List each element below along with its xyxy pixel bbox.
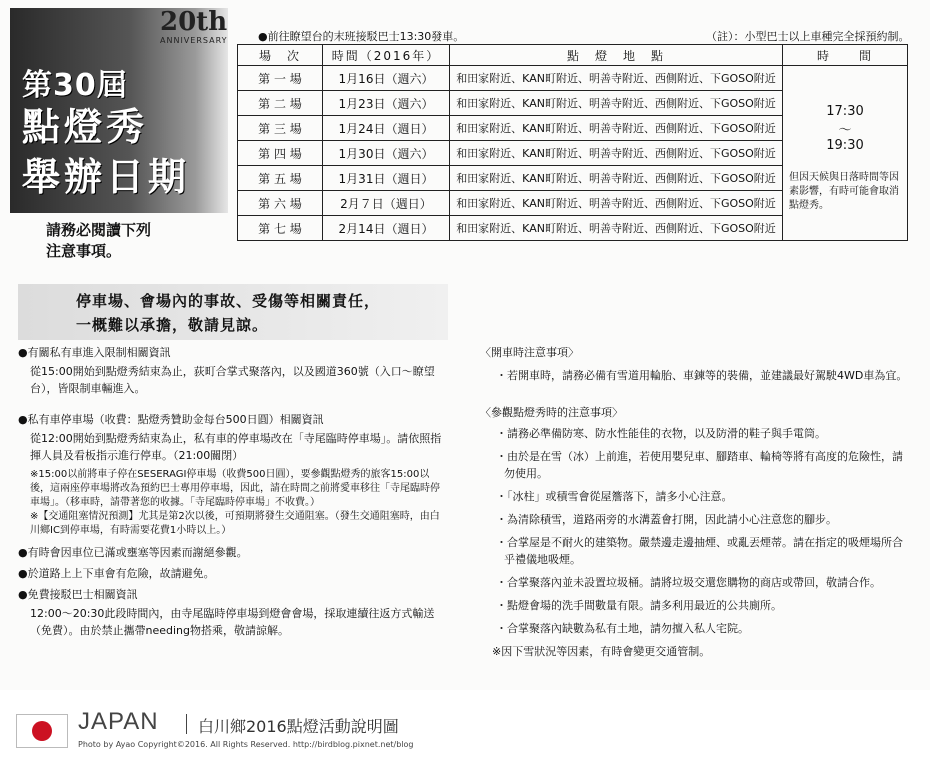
- session-cell: 第 五 場: [238, 166, 323, 191]
- time-start: 17:30: [826, 104, 864, 119]
- cancellation-note: 但因天候與日落時間等因素影響，有時可能會取消點燈秀。: [789, 172, 899, 211]
- liability-line-1: 停車場、會場內的事故、受傷等相關責任，: [76, 292, 381, 310]
- japan-flag-icon: [16, 714, 68, 748]
- last-bus-note: ●前往瞭望台的末班接駁巴士13:30發車。: [258, 30, 465, 43]
- session-cell: 第 一 場: [238, 66, 323, 91]
- parking-info-text: 從12:00開始到點燈秀結束為止，私有車的停車場改在「寺尾臨時停車場」。請依照指揮人員及看板指示進行停車。（21:00關閉）: [30, 432, 442, 462]
- location-cell: 和田家附近、KAN町附近、明善寺附近、西側附近、下GOSO附近: [450, 91, 783, 116]
- photo-credit: Photo by Ayao Copyright©2016. All Rights Reserved. http://birdblog.pixnet.net/blog: [78, 740, 414, 749]
- time-end: 19:30: [826, 138, 864, 153]
- liability-banner: [18, 284, 448, 340]
- road-drop-off-note: ●於道路上上下車會有危險，故請避免。: [18, 567, 215, 580]
- session-cell: 第 七 場: [238, 216, 323, 241]
- list-item: ・為清除積雪，道路兩旁的水溝蓋會打開，因此請小心注意您的腳步。: [496, 513, 837, 526]
- date-cell: 1月23日（週六）: [323, 91, 450, 116]
- list-item: ・合掌聚落內並未設置垃圾桶。請將垃圾交還您購物的商店或帶回，敬請合作。: [496, 576, 881, 589]
- full-parking-note: ●有時會因車位已滿或壅塞等因素而謝絕參觀。: [18, 546, 248, 559]
- footer-bar: [0, 700, 930, 765]
- title-line-1: 點燈秀: [22, 105, 149, 149]
- list-item: ・合掌屋是不耐火的建築物。嚴禁邊走邊抽煙、或亂丟煙蒂。請在指定的吸煙場所合乎禮儀地吸煙。: [496, 536, 903, 566]
- header-location: 點 燈 地 點: [450, 45, 783, 66]
- location-cell: 和田家附近、KAN町附近、明善寺附近、西側附近、下GOSO附近: [450, 141, 783, 166]
- header-session: 場 次: [238, 45, 323, 66]
- session-cell: 第 六 場: [238, 191, 323, 216]
- location-cell: 和田家附近、KAN町附近、明善寺附近、西側附近、下GOSO附近: [450, 116, 783, 141]
- footer-title: 白川鄉2016點燈活動說明圖: [198, 717, 399, 736]
- list-item: ・點燈會場的洗手間數量有限。請多利用最近的公共廁所。: [496, 599, 782, 612]
- seseragi-parking-note: ※15:00以前將車子停在SESERAGI停車場（收費500日圓），要參觀點燈秀的旅客15:00以後，這兩座停車場將改為預約巴士專用停車場，因此，請在時間之前將愛車移往「寺尾臨時停車場」。（移車時，請帶著您的收據。「寺尾臨時停車場」不收費。）: [30, 469, 440, 508]
- date-cell: 1月30日（週六）: [323, 141, 450, 166]
- parking-info-heading: ●私有車停車場（收費：點燈秀贊助金每台500日圓）相關資訊: [18, 413, 324, 426]
- read-notice: [46, 220, 151, 262]
- time-separator: 〜: [838, 123, 852, 138]
- edition-label: 第30屆: [22, 68, 128, 103]
- time-cell: [783, 66, 908, 241]
- driving-notes-heading: 〈開車時注意事項〉: [480, 346, 579, 359]
- session-cell: 第 四 場: [238, 141, 323, 166]
- date-cell: 1月31日（週日）: [323, 166, 450, 191]
- title-line-2: 舉辦日期: [22, 155, 191, 199]
- driving-note: ・若開車時，請務必備有雪道用輪胎、車鍊等的裝備，並建議最好駕駛4WD車為宜。: [496, 369, 908, 382]
- table-row: [238, 66, 908, 91]
- shuttle-bus-text: 12:00〜20:30此段時間內，由寺尾臨時停車場到燈會會場，採取連續往返方式輸送（免費）。由於禁止攜帶needing物搭乘，敬請諒解。: [30, 607, 435, 637]
- location-cell: 和田家附近、KAN町附近、明善寺附近、西側附近、下GOSO附近: [450, 216, 783, 241]
- date-cell: 1月16日（週六）: [323, 66, 450, 91]
- list-item: ・請務必準備防寒、防水性能佳的衣物，以及防滑的鞋子與手電筒。: [496, 427, 826, 440]
- date-cell: 2月14日（週日）: [323, 216, 450, 241]
- schedule-table: [237, 44, 908, 241]
- read-notice-line-1: 請務必閱讀下列: [46, 221, 152, 239]
- header-date: 時間（2016年）: [323, 45, 450, 66]
- country-label: JAPAN: [78, 708, 159, 735]
- location-cell: 和田家附近、KAN町附近、明善寺附近、西側附近、下GOSO附近: [450, 191, 783, 216]
- right-column: [480, 344, 912, 660]
- location-cell: 和田家附近、KAN町附近、明善寺附近、西側附近、下GOSO附近: [450, 166, 783, 191]
- anniversary-number: 20th: [160, 7, 228, 37]
- list-item: ・由於是在雪（冰）上前進，若使用嬰兒車、腳踏車、輪椅等將有高度的危險性，請勿使用。: [496, 450, 903, 480]
- anniversary-label: ANNIVERSARY: [160, 36, 228, 45]
- anniversary-logo: [160, 7, 228, 45]
- session-cell: 第 三 場: [238, 116, 323, 141]
- viewing-notes-heading: 〈參觀點燈秀時的注意事項〉: [480, 406, 623, 419]
- date-cell: 1月24日（週日）: [323, 116, 450, 141]
- reservation-note: （註）：小型巴士以上車種完全採預約制。: [706, 30, 910, 43]
- liability-line-2: 一概難以承擔，敬請見諒。: [76, 316, 269, 334]
- shuttle-bus-heading: ●免費接駁巴士相關資訊: [18, 588, 138, 601]
- date-cell: 2月７日（週日）: [323, 191, 450, 216]
- traffic-jam-note: ※【交通阻塞情況預測】尤其是第2次以後，可預期將發生交通阻塞。（發生交通阻塞時，由白川鄉IC到停車場，有時需要花費1小時以上。）: [30, 511, 440, 536]
- divider: [186, 714, 187, 734]
- left-column: [18, 344, 448, 639]
- private-car-restriction-text: 從15:00開始到點燈秀結束為止，荻町合掌式聚落內，以及國道360號（入口〜瞭望台），皆限制車輛進入。: [30, 365, 435, 395]
- header-time: 時 間: [783, 45, 908, 66]
- session-cell: 第 二 場: [238, 91, 323, 116]
- list-item: ・「冰柱」或積雪會從屋簷落下，請多小心注意。: [496, 490, 733, 503]
- list-item: ・合掌聚落內缺數為私有土地，請勿擅入私人宅院。: [496, 622, 749, 635]
- schedule-header-row: [238, 45, 908, 66]
- private-car-restriction-heading: ●有關私有車進入限制相關資訊: [18, 346, 171, 359]
- location-cell: 和田家附近、KAN町附近、明善寺附近、西側附近、下GOSO附近: [450, 66, 783, 91]
- read-notice-line-2: 注意事項。: [46, 242, 122, 260]
- traffic-change-footnote: ※因下雪狀況等因素，有時會變更交通管制。: [492, 645, 711, 658]
